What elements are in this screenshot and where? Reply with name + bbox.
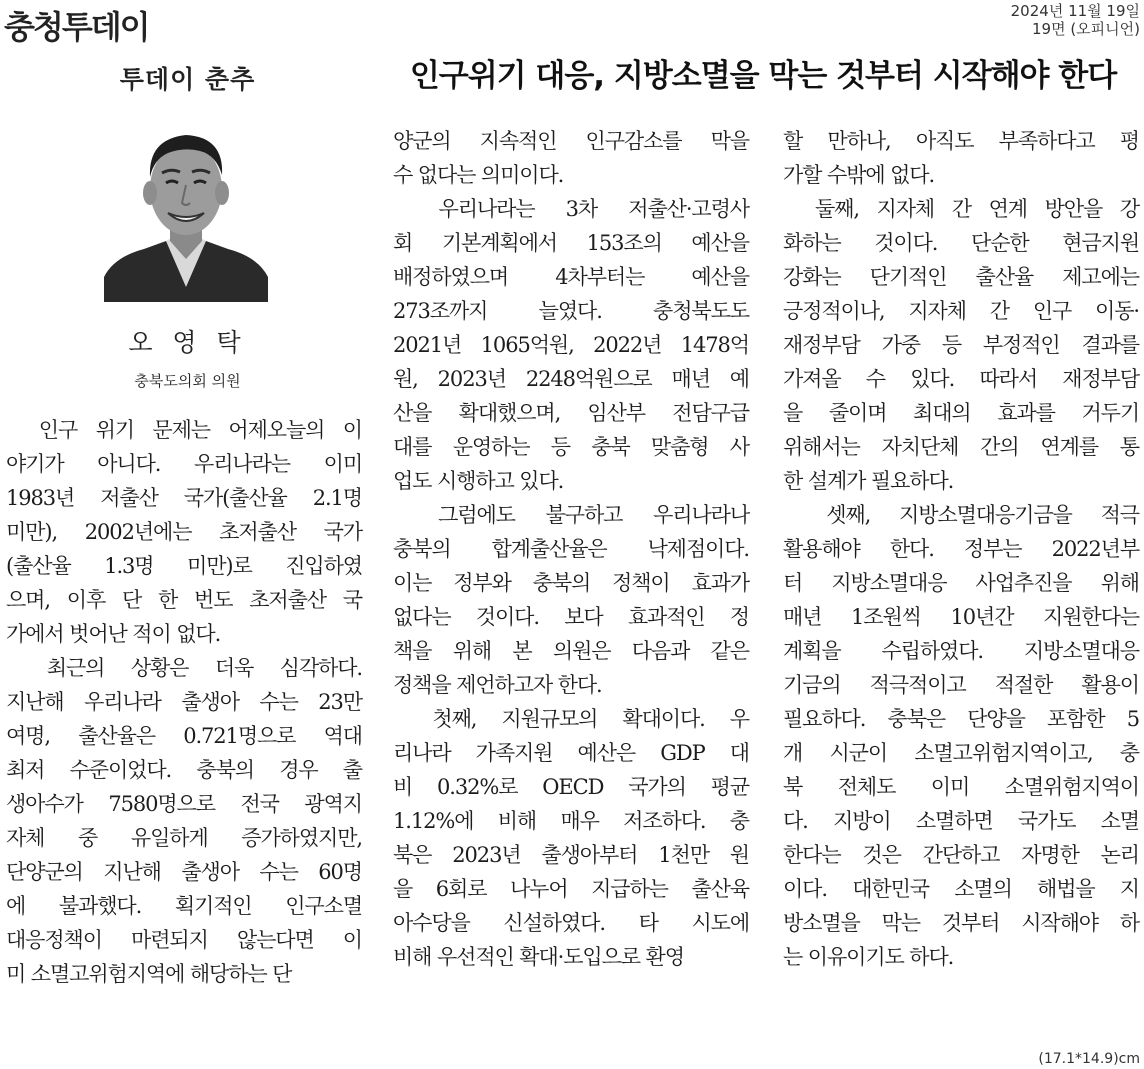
article-line: 미 소멸고위험지역에 해당하는 단 [6, 962, 292, 986]
article-line: 이는 정부와 충북의 정책이 효과가 [393, 571, 749, 595]
article-line: 1.12%에 비해 매우 저조하다. 충 [393, 809, 749, 833]
article-line: 셋째, 지방소멸대응기금을 적극 [783, 503, 1139, 527]
article-line: 야기가 아니다. 우리나라는 이미 [6, 452, 362, 476]
article-line: 북 전체도 이미 소멸위험지역이 [783, 775, 1139, 799]
article-line: 한 설계가 필요하다. [783, 469, 954, 493]
article-column-2 [393, 124, 749, 974]
article-column-3 [783, 124, 1139, 974]
article-line: 2021년 1065억원, 2022년 1478억 [393, 333, 749, 357]
newspaper-logo: 충청투데이 [4, 8, 149, 46]
article-line: 에 불과했다. 획기적인 인구소멸 [6, 894, 362, 918]
author-photo [104, 117, 268, 302]
article-line: 여명, 출산율은 0.721명으로 역대 [6, 724, 362, 748]
article-line: 터 지방소멸대응 사업추진을 위해 [783, 571, 1139, 595]
article-line: 비해 우선적인 확대·도입으로 환영 [393, 945, 684, 969]
column-name: 투데이 춘추 [119, 65, 256, 94]
publication-meta [1011, 2, 1140, 38]
article-line: 최근의 상황은 더욱 심각하다. [6, 656, 362, 680]
article-line: 대를 운영하는 등 충북 맞춤형 사 [393, 435, 749, 459]
article-line: 수 없다는 의미이다. [393, 163, 564, 187]
article-line: 생아수가 7580명으로 전국 광역지 [6, 792, 362, 816]
article-line: 기금의 적극적이고 적절한 활용이 [783, 673, 1139, 697]
article-line: 북은 2023년 출생아부터 1천만 원 [393, 843, 749, 867]
page-section: 19면 (오피니언) [1031, 20, 1140, 38]
article-line: 없다는 것이다. 보다 효과적인 정 [393, 605, 749, 629]
article-line: 필요하다. 충북은 단양을 포함한 5 [783, 707, 1139, 731]
article-line: 비 0.32%로 OECD 국가의 평균 [393, 775, 749, 799]
article-line: 강화는 단기적인 출산율 제고에는 [783, 265, 1139, 289]
article-line: 다. 지방이 소멸하면 국가도 소멸 [783, 809, 1139, 833]
article-line: 긍정적이나, 지자체 간 인구 이동· [783, 299, 1139, 323]
article-line: 미만), 2002년에는 초저출산 국가 [6, 520, 362, 544]
article-line: 273조까지 늘였다. 충청북도도 [393, 299, 749, 323]
article-line: 첫째, 지원규모의 확대이다. 우 [393, 707, 749, 731]
article-line: 아수당을 신설하였다. 타 시도에 [393, 911, 749, 935]
article-line: 가에서 벗어난 적이 없다. [6, 622, 221, 646]
article-line: 매년 1조원씩 10년간 지원한다는 [783, 605, 1139, 629]
article-line: 위해서는 자치단체 간의 연계를 통 [783, 435, 1139, 459]
article-line: 회 기본계획에서 153조의 예산을 [393, 231, 749, 255]
article-line: 대응정책이 마련되지 않는다면 이 [6, 928, 362, 952]
author-title: 충북도의회 의원 [134, 372, 241, 390]
article-line: 으며, 이후 단 한 번도 초저출산 국 [6, 588, 362, 612]
article-line: 계획을 수립하였다. 지방소멸대응 [783, 639, 1139, 663]
article-line: 재정부담 가중 등 부정적인 결과를 [783, 333, 1139, 357]
article-line: 충북의 합계출산율은 낙제점이다. [393, 537, 749, 561]
article-line: 둘째, 지자체 간 연계 방안을 강 [783, 197, 1139, 221]
article-line: 화하는 것이다. 단순한 현금지원 [783, 231, 1139, 255]
article-line: 을 6회로 나누어 지급하는 출산육 [393, 877, 749, 901]
article-line: 책을 위해 본 의원은 다음과 같은 [393, 639, 749, 663]
article-line: 자체 중 유일하게 증가하였지만, [6, 826, 362, 850]
article-line: 지난해 우리나라 출생아 수는 23만 [6, 690, 362, 714]
article-line: (출산율 1.3명 미만)로 진입하였 [6, 554, 362, 578]
publication-date: 2024년 11월 19일 [1010, 2, 1140, 20]
article-line: 그럼에도 불구하고 우리나라나 [393, 503, 749, 527]
article-line: 양군의 지속적인 인구감소를 막을 [393, 129, 749, 153]
article-line: 업도 시행하고 있다. [393, 469, 564, 493]
article-headline: 인구위기 대응, 지방소멸을 막는 것부터 시작해야 한다 [409, 58, 1117, 94]
article-line: 한다는 것은 간단하고 자명한 논리 [783, 843, 1139, 867]
article-line: 가져올 수 있다. 따라서 재정부담 [783, 367, 1139, 391]
article-column-1 [6, 413, 362, 991]
article-line: 활용해야 한다. 정부는 2022년부 [783, 537, 1139, 561]
article-line: 배정하였으며 4차부터는 예산을 [393, 265, 749, 289]
article-line: 정책을 제언하고자 한다. [393, 673, 602, 697]
article-line: 산을 확대했으며, 임산부 전담구급 [393, 401, 749, 425]
article-line: 가할 수밖에 없다. [783, 163, 935, 187]
article-line: 개 시군이 소멸고위험지역이고, 충 [783, 741, 1139, 765]
article-line: 리나라 가족지원 예산은 GDP 대 [393, 741, 749, 765]
size-note: (17.1*14.9)cm [1038, 1051, 1140, 1067]
author-name: 오 영 탁 [128, 328, 247, 357]
article-line: 는 이유이기도 하다. [783, 945, 954, 969]
article-line: 원, 2023년 2248억원으로 매년 예 [393, 367, 749, 391]
article-line: 1983년 저출산 국가(출산율 2.1명 [6, 486, 362, 510]
article-line: 이다. 대한민국 소멸의 해법을 지 [783, 877, 1139, 901]
article-line: 인구 위기 문제는 어제오늘의 이 [6, 418, 362, 442]
article-line: 방소멸을 막는 것부터 시작해야 하 [783, 911, 1139, 935]
article-line: 할 만하나, 아직도 부족하다고 평 [783, 129, 1139, 153]
article-line: 최저 수준이었다. 충북의 경우 출 [6, 758, 362, 782]
article-line: 단양군의 지난해 출생아 수는 60명 [6, 860, 362, 884]
article-line: 을 줄이며 최대의 효과를 거두기 [783, 401, 1139, 425]
article-line: 우리나라는 3차 저출산·고령사 [393, 197, 749, 221]
